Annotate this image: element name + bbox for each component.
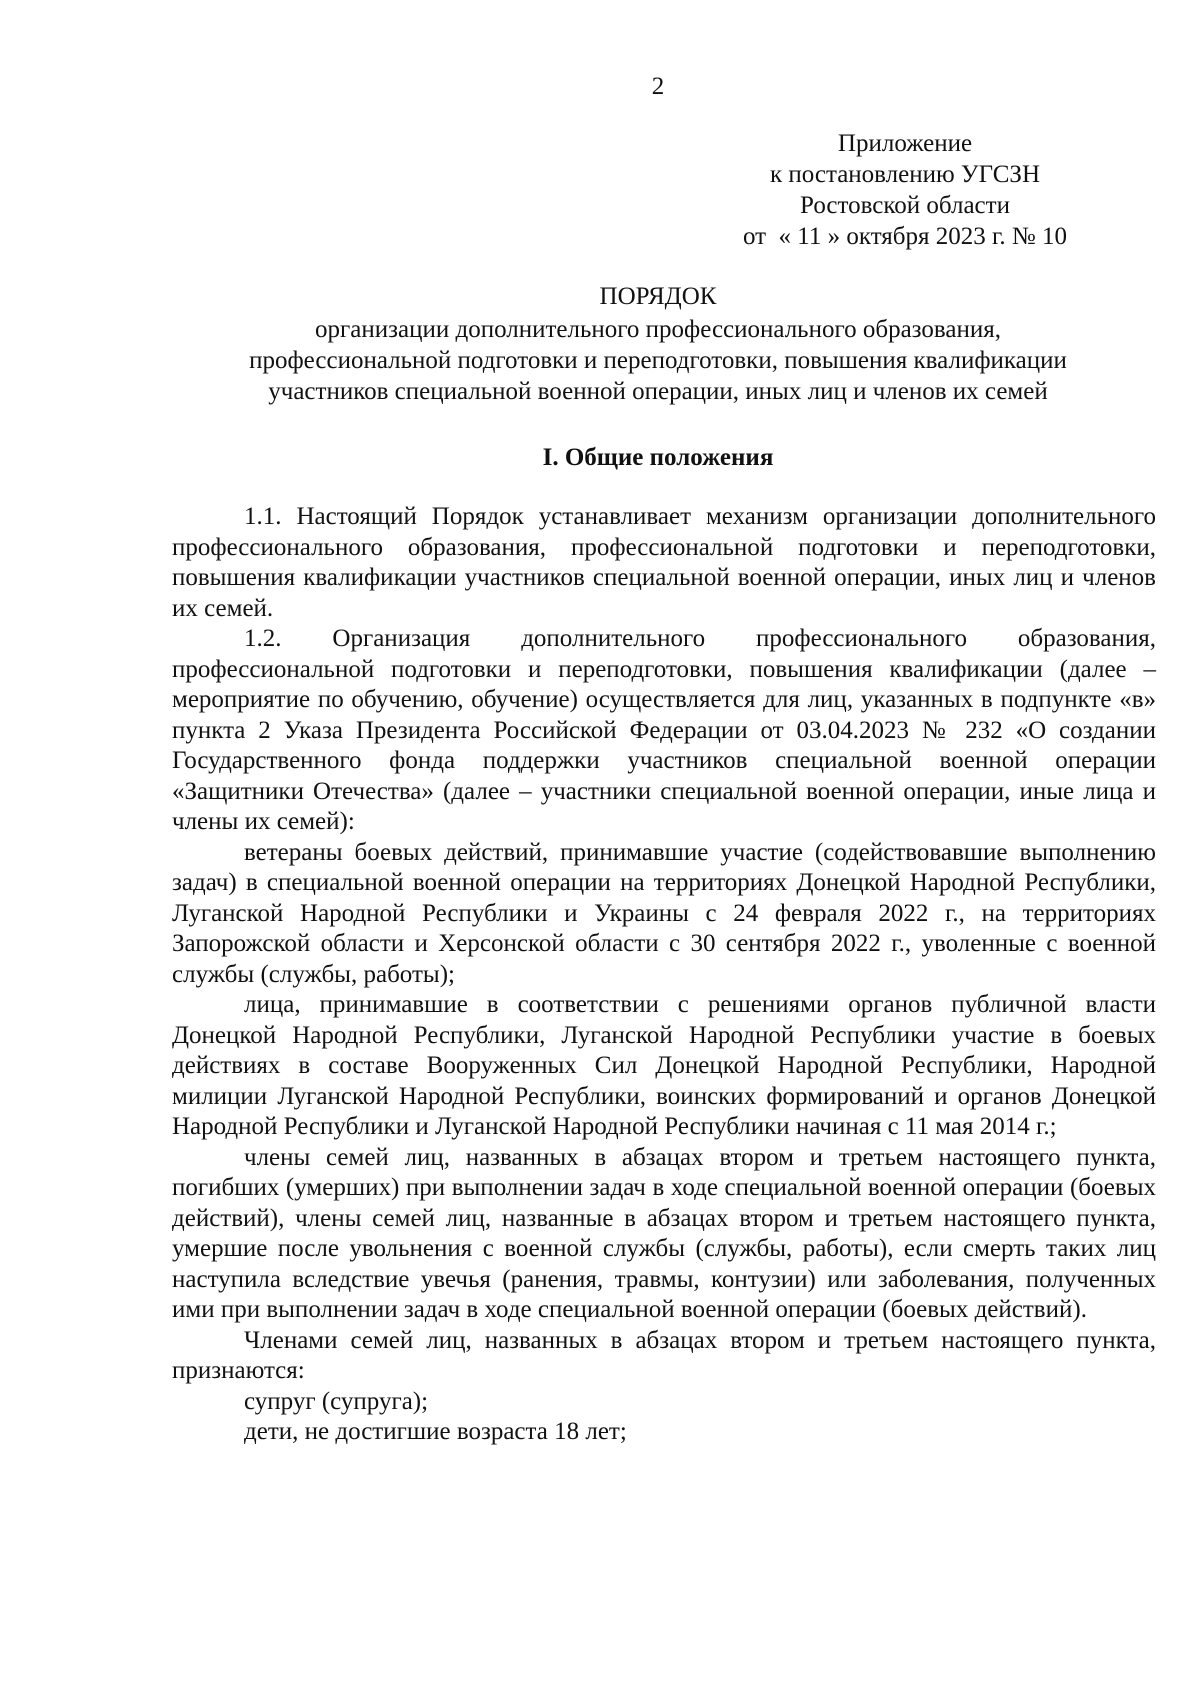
paragraph: ветераны боевых действий, принимавшие участие (содействовавшие выполнению задач) в специальной военной операции на территориях Донецкой Народной Республики, Луганской Народной Республики и Украины с 24 февраля 2022 г., на территориях Запорожской области и Херсонской области с 30 сентября 2022 г., уволенные с военной службы (службы, работы);: [172, 838, 1156, 988]
subtitle-line: профессиональной подготовки и переподготовки, повышения квалификации: [249, 347, 1067, 374]
paragraph: супруг (супруга);: [244, 1387, 429, 1415]
document-subtitle: [160, 314, 1156, 407]
paragraph: лица, принимавшие в соответствии с решениями органов публичной власти Донецкой Народной Республики, Луганской Народной Республики участие в боевых действиях в составе Вооруженных Сил Донецкой Народной Республики, Народной милиции Луганской Народной Республики, воинских формирований и органов Донецкой Народной Республики и Луганской Народной Республики начиная с 11 мая 2014 г.;: [172, 991, 1156, 1140]
appendix-line: Ростовской области: [800, 192, 1010, 219]
appendix-date-line: от « 11 » октября 2023 г. № 10: [742, 223, 1068, 250]
page-number: 2: [651, 73, 665, 100]
body-text: [172, 502, 1156, 1448]
paragraph: 1.2. Организация дополнительного профессионального образования, профессиональной подготовки и переподготовки, повышения квалификации (далее – мероприятие по обучению, обучение) осуществляется для лиц, указанных в подпункте «в» пункта 2 Указа Президента Российской Федерации от 03.04.2023 № 232 «О создании Государственного фонда поддержки участников специальной военной операции «Защитники Отечества» (далее – участники специальной военной операции, иные лица и члены их семей):: [172, 625, 1156, 835]
appendix-line: к постановлению УГСЗН: [769, 161, 1040, 188]
subtitle-line: участников специальной военной операции, иных лиц и членов их семей: [268, 378, 1048, 405]
paragraph: 1.1. Настоящий Порядок устанавливает механизм организации дополнительного профессионального образования, профессиональной подготовки и переподготовки, повышения квалификации участников специальной военной операции, иных лиц и членов их семей.: [172, 503, 1156, 622]
subtitle-line: организации дополнительного профессионального образования,: [315, 316, 1001, 343]
title-block: [160, 282, 1156, 407]
paragraph: дети, не достигшие возраста 18 лет;: [244, 1418, 627, 1445]
paragraph: Членами семей лиц, названных в абзацах втором и третьем настоящего пункта, признаются:: [172, 1326, 1156, 1384]
paragraph: члены семей лиц, названных в абзацах втором и третьем настоящего пункта, погибших (умерших) при выполнении задач в ходе специальной военной операции (боевых действий), члены семей лиц, названные в абзацах втором и третьем настоящего пункта, умершие после увольнения с военной службы (службы, работы), если смерть таких лиц наступила вследствие увечья (ранения, травмы, контузии) или заболевания, полученных ими при выполнении задач в ходе специальной военной операции (боевых действий).: [172, 1143, 1156, 1323]
document-title: ПОРЯДОК: [599, 283, 717, 310]
appendix-line: Приложение: [837, 130, 973, 157]
section-heading: I. Общие положения: [542, 444, 774, 471]
appendix-header: [700, 128, 1110, 252]
